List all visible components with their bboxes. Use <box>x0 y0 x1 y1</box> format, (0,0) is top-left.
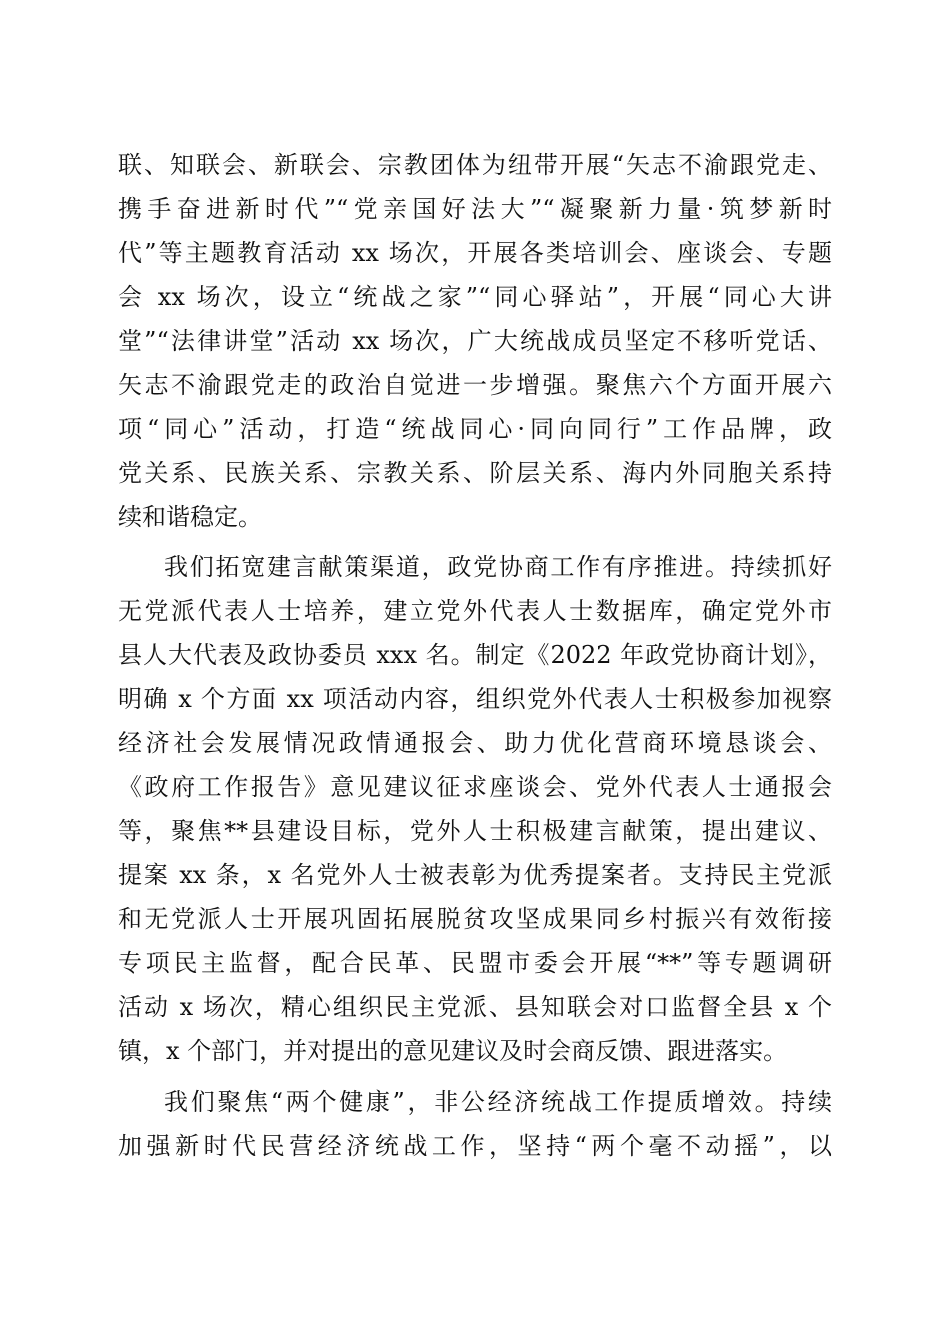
text-line: 等，聚焦**县建设目标，党外人士积极建言献策，提出建议、 <box>118 817 832 845</box>
text-line: 携手奋进新时代”“党亲国好法大”“凝聚新力量·筑梦新时 <box>118 195 832 223</box>
text-line: 提案 xx 条，x 名党外人士被表彰为优秀提案者。支持民主党派 <box>118 861 832 889</box>
text-line: 堂”“法律讲堂”活动 xx 场次，广大统战成员坚定不移听党话、 <box>118 327 832 355</box>
text-line: 矢志不渝跟党走的政治自觉进一步增强。聚焦六个方面开展六 <box>118 371 832 399</box>
text-line: 镇，x 个部门，并对提出的意见建议及时会商反馈、跟进落实。 <box>118 1037 788 1065</box>
text-line: 专项民主监督，配合民革、民盟市委会开展“**”等专题调研 <box>118 949 832 977</box>
text-line: 联、知联会、新联会、宗教团体为纽带开展“矢志不渝跟党走、 <box>118 151 832 179</box>
text-line: 明确 x 个方面 xx 项活动内容，组织党外代表人士积极参加视察 <box>118 685 832 713</box>
paragraph-first-line: 我们聚焦“两个健康”，非公经济统战工作提质增效。持续 <box>164 1088 832 1116</box>
text-line: 无党派代表人士培养，建立党外代表人士数据库，确定党外市 <box>118 597 832 625</box>
text-line: 《政府工作报告》意见建议征求座谈会、党外代表人士通报会 <box>118 773 832 801</box>
text-line: 县人大代表及政协委员 xxx 名。制定《2022 年政党协商计划》， <box>118 641 832 669</box>
text-line: 会 xx 场次，设立“统战之家”“同心驿站”，开展“同心大讲 <box>118 283 832 311</box>
text-line: 党关系、民族关系、宗教关系、阶层关系、海内外同胞关系持 <box>118 459 832 487</box>
paragraph-first-line: 我们拓宽建言献策渠道，政党协商工作有序推进。持续抓好 <box>164 553 832 581</box>
text-line: 经济社会发展情况政情通报会、助力优化营商环境恳谈会、 <box>118 729 832 757</box>
text-line: 续和谐稳定。 <box>118 503 262 531</box>
text-line: 代”等主题教育活动 xx 场次，开展各类培训会、座谈会、专题 <box>118 239 832 267</box>
text-line: 项“同心”活动，打造“统战同心·同向同行”工作品牌，政 <box>118 415 832 443</box>
text-line: 和无党派人士开展巩固拓展脱贫攻坚成果同乡村振兴有效衔接 <box>118 905 832 933</box>
text-line: 活动 x 场次，精心组织民主党派、县知联会对口监督全县 x 个 <box>118 993 832 1021</box>
text-line: 加强新时代民营经济统战工作，坚持“两个毫不动摇”，以 <box>118 1132 832 1160</box>
